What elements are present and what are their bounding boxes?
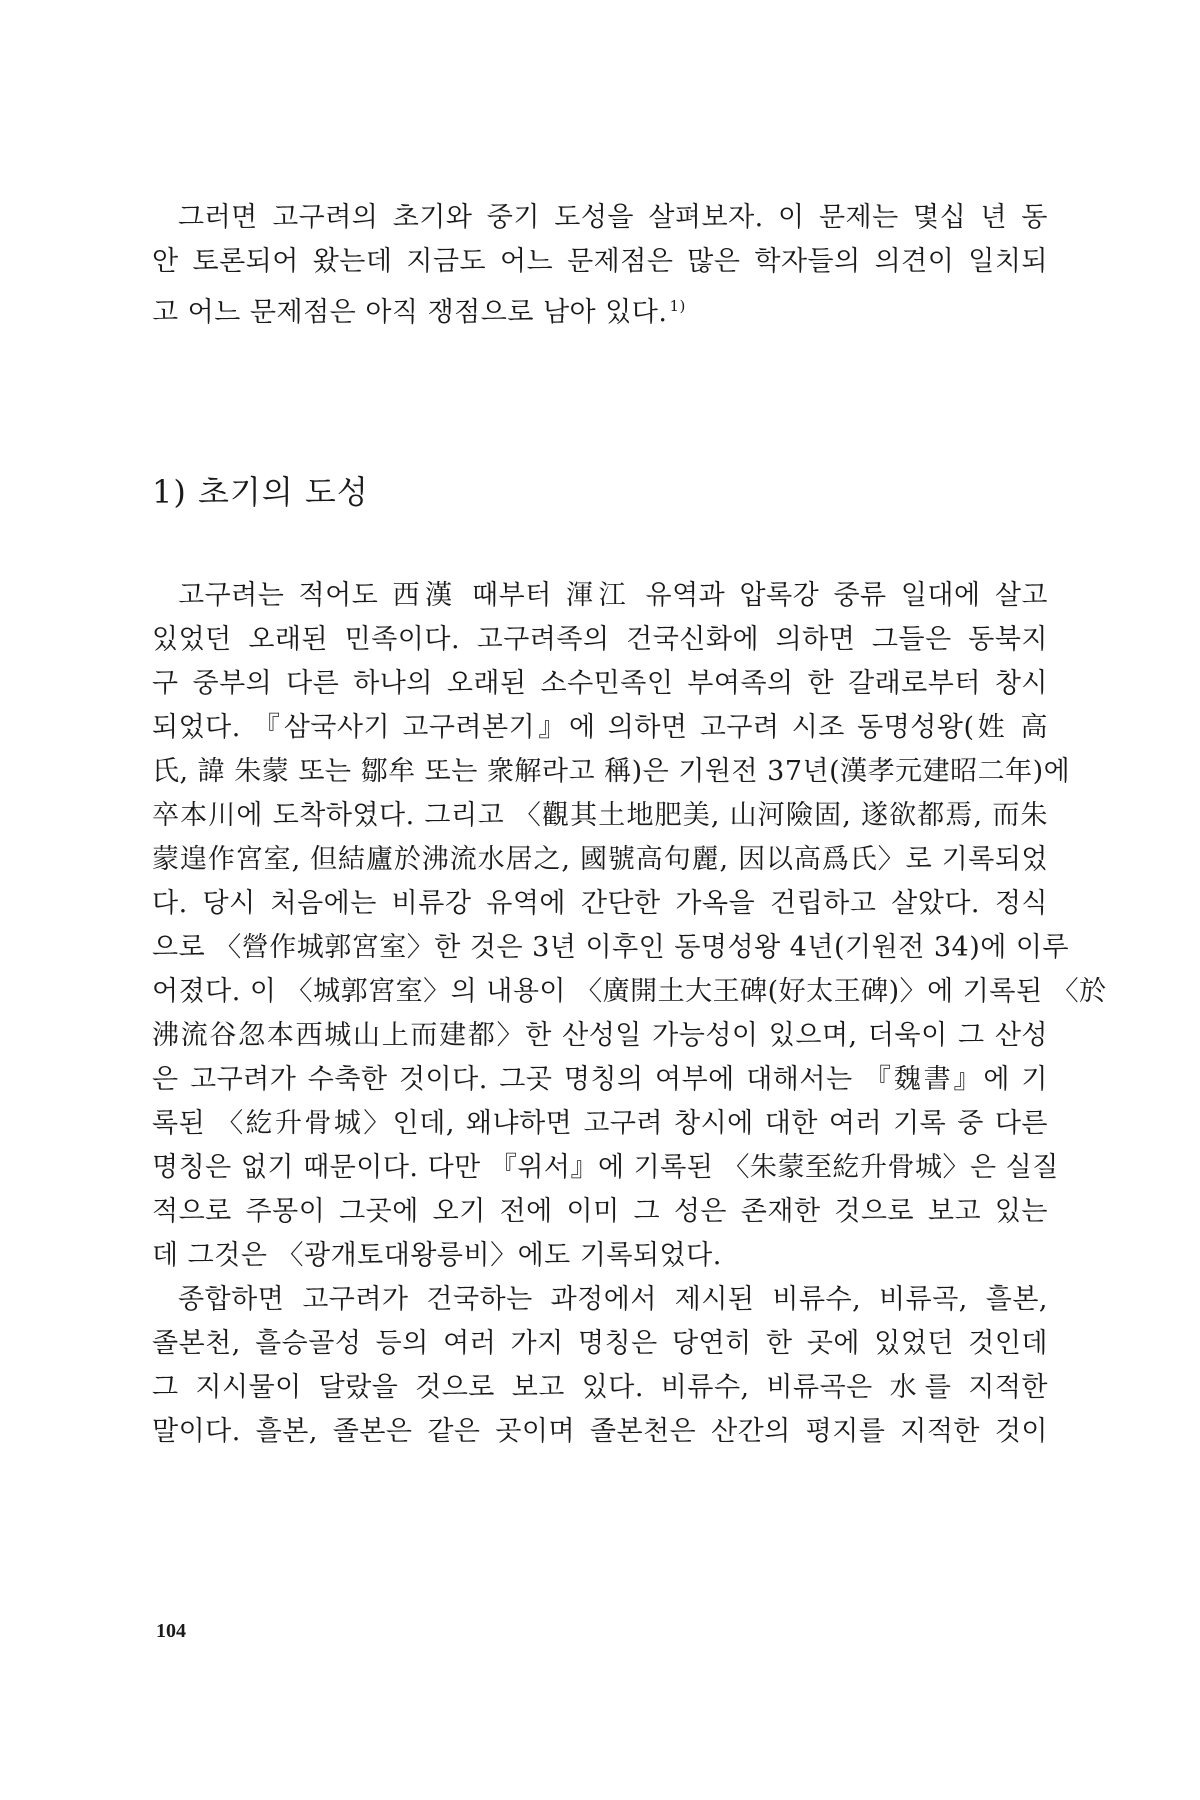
text-line: 蒙遑作宮室, 但結廬於沸流水居之, 國號高句麗, 因以高爲氏〉로 기록되었 (152, 844, 1048, 875)
text-line: 다. 당시 처음에는 비류강 유역에 간단한 가옥을 건립하고 살았다. 정식 (152, 888, 1048, 919)
text-line: 그러면 고구려의 초기와 중기 도성을 살펴보자. 이 문제는 몇십 년 동 (178, 202, 1048, 233)
text-line: 되었다. 『삼국사기 고구려본기』에 의하면 고구려 시조 동명성왕(姓 高 (152, 712, 1048, 743)
text-line: 데 그것은 〈광개토대왕릉비〉에도 기록되었다. (152, 1240, 722, 1271)
text-line: 구 중부의 다른 하나의 오래된 소수민족인 부여족의 한 갈래로부터 창시 (152, 668, 1048, 699)
text-line: 은 고구려가 수축한 것이다. 그곳 명칭의 여부에 대해서는 『魏書』에 기 (152, 1064, 1048, 1095)
text-line: 명칭은 없기 때문이다. 다만 『위서』에 기록된 〈朱蒙至紇升骨城〉은 실질 (152, 1152, 1059, 1183)
text-line: 그 지시물이 달랐을 것으로 보고 있다. 비류수, 비류곡은 水를 지적한 (152, 1372, 1048, 1403)
summary-paragraph (152, 1278, 1048, 1454)
text-line: 고구려는 적어도 西漢 때부터 渾江 유역과 압록강 중류 일대에 살고 (178, 580, 1048, 611)
text-line: 말이다. 흘본, 졸본은 같은 곳이며 졸본천은 산간의 평지를 지적한 것이 (152, 1416, 1048, 1447)
text-line: 어졌다. 이 〈城郭宮室〉의 내용이 〈廣開土大王碑(好太王碑)〉에 기록된 〈於 (152, 976, 1107, 1007)
text-line: 卒本川에 도착하였다. 그리고 〈觀其土地肥美, 山河險固, 遂欲都焉, 而朱 (152, 800, 1048, 831)
text-line: 으로 〈營作城郭宮室〉한 것은 3년 이후인 동명성왕 4년(기원전 34)에 이루 (152, 932, 1070, 963)
text-line (152, 284, 1048, 328)
text-line: 종합하면 고구려가 건국하는 과정에서 제시된 비류수, 비류곡, 흘본, (178, 1284, 1048, 1315)
section-heading: 1) 초기의 도성 (152, 473, 369, 511)
text-line: 적으로 주몽이 그곳에 오기 전에 이미 그 성은 존재한 것으로 보고 있는 (152, 1196, 1048, 1227)
text-line: 沸流谷忽本西城山上而建都〉한 산성일 가능성이 있으며, 더욱이 그 산성 (152, 1020, 1048, 1051)
text-line: 氏, 諱 朱蒙 또는 鄒牟 또는 衆解라고 稱)은 기원전 37년(漢孝元建昭二年)에 (152, 756, 1071, 787)
main-paragraph (152, 574, 1107, 1278)
text-line: 있었던 오래된 민족이다. 고구려족의 건국신화에 의하면 그들은 동북지 (152, 624, 1048, 655)
intro-paragraph (152, 196, 1048, 328)
text-line: 안 토론되어 왔는데 지금도 어느 문제점은 많은 학자들의 의견이 일치되 (152, 246, 1048, 277)
page-number: 104 (156, 1620, 186, 1642)
footnote-marker[interactable]: 1) (669, 297, 686, 315)
text-line: 록된 〈紇升骨城〉인데, 왜냐하면 고구려 창시에 대한 여러 기록 중 다른 (152, 1108, 1048, 1139)
text-line-content: 고 어느 문제점은 아직 쟁점으로 남아 있다. (152, 297, 668, 328)
text-line: 졸본천, 흘승골성 등의 여러 가지 명칭은 당연히 한 곳에 있었던 것인데 (152, 1328, 1048, 1359)
